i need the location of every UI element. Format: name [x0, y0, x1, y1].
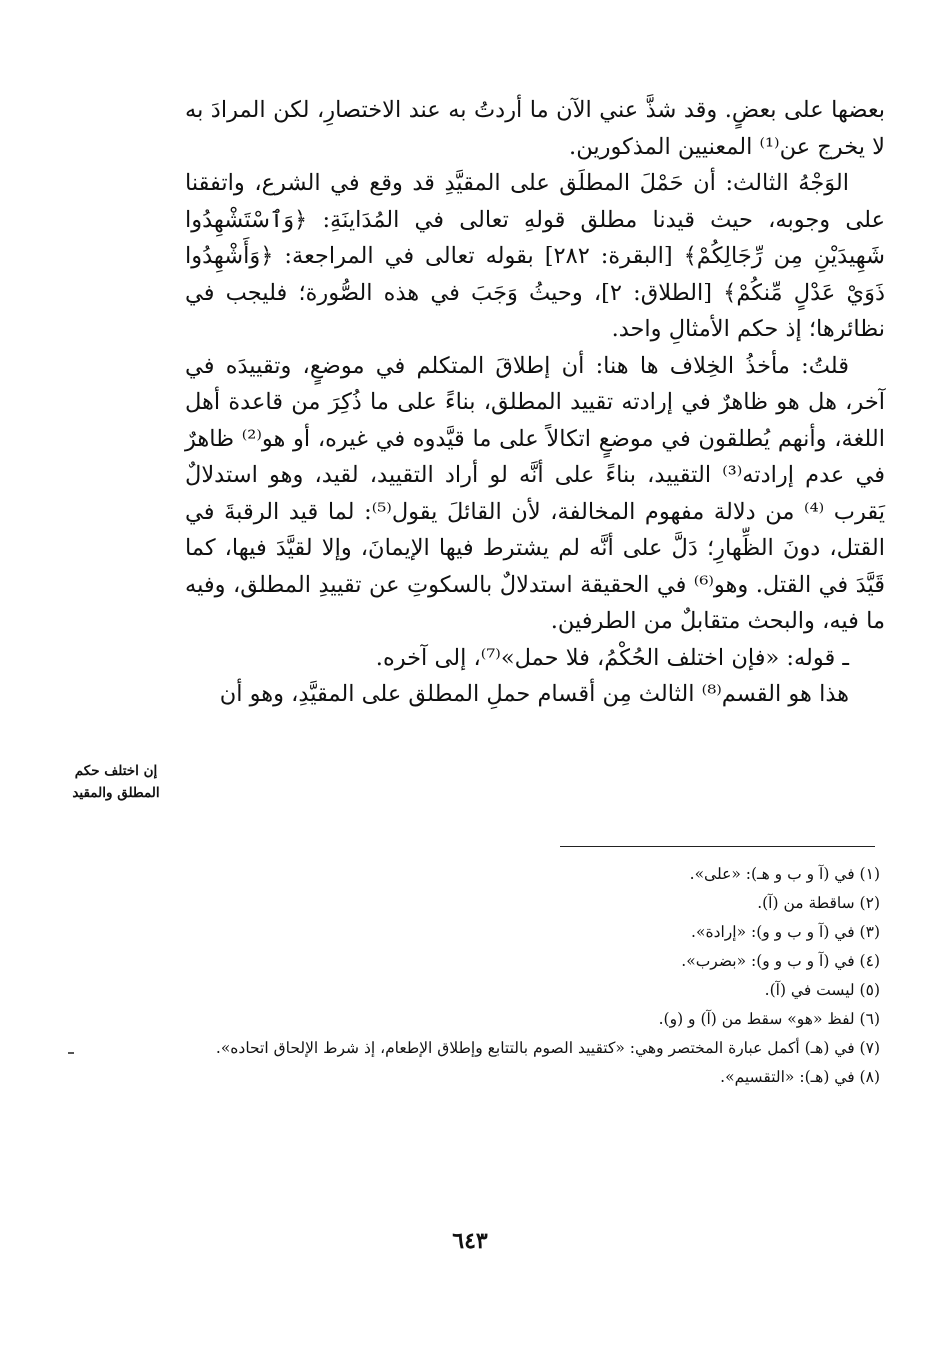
footnote-5: (٥) ليست في (آ).	[764, 981, 880, 999]
margin-heading-line-1: إن اختلف حكم	[74, 763, 158, 779]
footnotes	[180, 860, 880, 1092]
footnote-8: (٨) في (هـ): «التقسيم».	[720, 1068, 880, 1086]
footnote-6: (٦) لفظ «هو» سقط من (آ) و (و).	[658, 1010, 880, 1028]
footnote-divider	[560, 846, 875, 847]
footnote-7: (٧) في (هـ) أكمل عبارة المختصر وهي: «كتقييد الصوم بالتتابع وإطلاق الإطعام، إذ شرط الإلحاق اتحاده».	[215, 1039, 880, 1057]
paragraph-2: الوَجْهُ الثالث: أن حَمْلَ المطلَق على المقيَّدِ قد وقع في الشرع، واتفقنا على وجوبه، حيث قيدنا مطلق قولهِ تعالى في المُدَاينَةِ: ﴿وَٱسْتَشْهِدُوا شَهِيدَيْنِ مِن رِّجَالِكُمْ﴾ [البقرة: ٢٨٢] بقوله تعالى في المراجعة: ﴿وَأَشْهِدُوا ذَوَيْ عَدْلٍ مِّنكُمْ﴾ [الطلاق: ٢]، وحيثُ وَجَبَ في هذه الصُّورة؛ فليجب في نظائرها؛ إذ حكم الأمثالِ واحد.	[185, 170, 885, 342]
margin-heading-line-2: المطلق والمقيد	[72, 785, 160, 801]
paragraph-3: قلتُ: مأخذُ الخِلاف ها هنا: أن إطلاقَ المتكلم في موضعٍ، وتقييدَه في آخر، هل هو ظاهرٌ في إرادته تقييد المطلق، بناءً على ما ذُكِرَ من قاعدة أهل اللغة، وأنهم يُطلقون في موضعٍ اتكالاً على ما قيَّدوه في غيره، أو هو⁽²⁾ ظاهرٌ في عدم إرادته⁽³⁾ التقييد، بناءً على أنَّه لو أراد التقييد، لقيد، وهو استدلالٌ يَقرب ⁽⁴⁾ من دلالة مفهوم المخالفة، لأن القائلَ يقول⁽⁵⁾: لما قيد الرقبةَ في القتل، دونَ الظِّهارِ؛ دَلَّ على أنَّه لم يشترط فيها الإيمانَ، وإلا لقيَّدَ فيها، كما قَيَّدَ في القتل. وهو⁽⁶⁾ في الحقيقة استدلالٌ بالسكوتِ عن تقييدِ المطلق، وفيه ما فيه، والبحث متقابلٌ من الطرفين.	[185, 352, 886, 634]
paragraph-5: هذا هو القسم⁽⁸⁾ الثالث مِن أقسام حملِ المطلق على المقيَّدِ، وهو أن	[219, 681, 849, 707]
scan-speck	[68, 1052, 74, 1054]
paragraph-1: بعضها على بعضٍ. وقد شذَّ عني الآن ما أردتُ به عند الاختصارِ، لكن المرادَ به لا يخرج عن⁽¹⁾ المعنيين المذكورين.	[185, 97, 885, 160]
main-text	[185, 92, 885, 713]
footnote-2: (٢) ساقطة من (آ).	[757, 894, 880, 912]
margin-heading	[52, 760, 180, 804]
footnote-1: (١) في (آ و ب و هـ): «على».	[689, 865, 880, 883]
page-number: ٦٤٣	[452, 1228, 488, 1254]
footnote-4: (٤) في (آ و ب و و): «بضرب».	[681, 952, 880, 970]
paragraph-4: ـ قوله: «فإن اختلف الحُكْمُ، فلا حمل»⁽⁷⁾، إلى آخره.	[375, 644, 849, 671]
footnote-3: (٣) في (آ و ب و و): «إرادة».	[691, 923, 880, 941]
